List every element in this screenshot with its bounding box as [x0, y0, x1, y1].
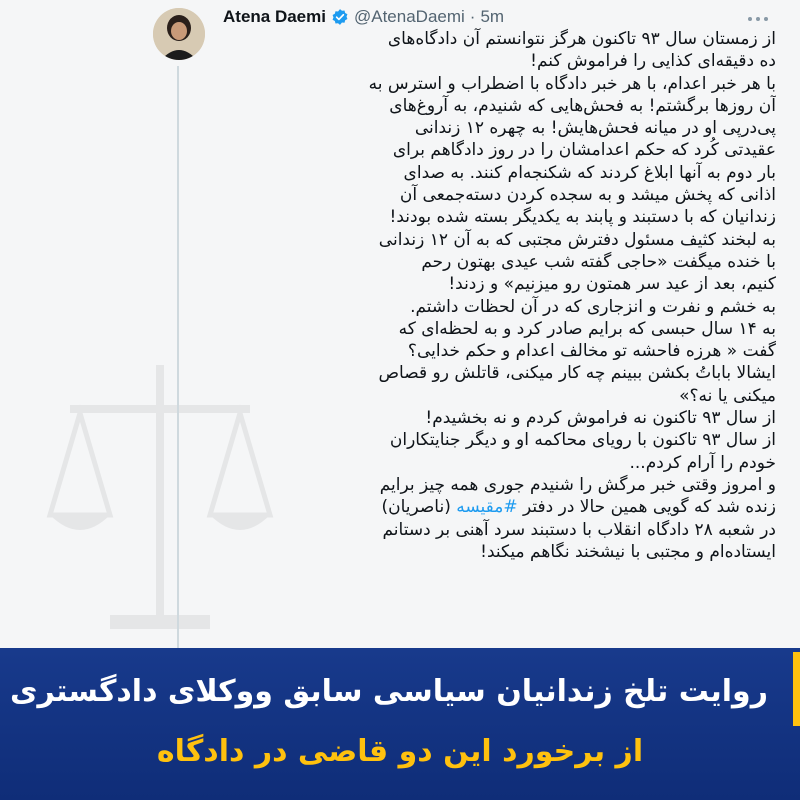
banner-subtitle: از برخورد این دو قاضی در دادگاه: [156, 734, 644, 769]
tweet-text-line: و امروز وقتی خبر مرگش را شنیدم جوری همه چیز برایم: [379, 474, 776, 495]
tweet-text-line: بار دوم به آنها ابلاغ کردند که شکنجه‌ام کنند. به صدای: [403, 162, 776, 183]
tweet-text-line: زندانیان که با دستبند و پابند به یکدیگر بسته شده بودند!: [389, 207, 776, 228]
tweet-text-line: خودم را آرام کردم...: [629, 452, 776, 473]
hashtag-link[interactable]: #مقیسه: [456, 497, 518, 518]
text-before-hashtag: زنده شد که گویی همین حالا در دفتر: [517, 497, 776, 518]
tweet-text-line: از سال ۹۳ تاکنون نه فراموش کردم و نه بخشیدم!: [425, 408, 776, 429]
tweet-text: [226, 28, 776, 648]
author-handle[interactable]: @AtenaDaemi: [353, 7, 465, 26]
tweet-text-line: میکنی یا نه؟»: [679, 385, 776, 406]
avatar[interactable]: [153, 8, 205, 60]
tweet-text-line: عقیدتی کُرد که حکم اعدامشان را در روز دادگاهم برای: [392, 140, 776, 161]
tweet-text-line: با خنده میگفت «حاجی گفته شب عیدی بهتون رحم: [421, 251, 776, 272]
verified-badge-icon: [331, 8, 349, 26]
tweet-text-line: آن روزها برگشتم! به فحش‌هایی که شنیدم، به آروغ‌های: [389, 95, 776, 116]
author-name[interactable]: Atena Daemi: [223, 7, 326, 26]
tweet-text-line: پی‌درپی او در میانه فحش‌هایش! به چهره ۱۲ زندانی: [414, 118, 776, 139]
tweet-text-line: از سال ۹۳ تاکنون با رویای محاکمه او و دیگر جنایتکاران: [389, 430, 776, 451]
banner-accent-stripe: [793, 652, 800, 726]
tweet-text-line: در شعبه ۲۸ دادگاه انقلاب با دستبند سرد آهنی بر دستانم: [382, 519, 776, 540]
tweet-text-line: با هر خبر اعدام، با هر خبر دادگاه با اضطراب و استرس به: [368, 73, 776, 94]
tweet-text-line: به ۱۴ سال حبسی که برایم صادر کرد و به لحظه‌ای که: [398, 318, 776, 339]
separator-dot: ·: [469, 7, 476, 26]
tweet-text-line: اذانی که پخش میشد و به سجده کردن دسته‌جمعی آن: [399, 185, 776, 206]
tweet-text-line: کنیم، بعد از عید سر همتون رو میزنیم» و زدند!: [448, 274, 776, 295]
tweet-text-line: به لبخند کثیف مسئول دفترش مجتبی که به آن ۱۲ زندانی: [378, 229, 776, 250]
text-after-hashtag: (ناصریان): [381, 497, 457, 518]
banner-title: روایت تلخ زندانیان سیاسی سابق ووکلای دادگستری: [10, 674, 768, 709]
tweet-header: [223, 6, 743, 28]
tweet-timestamp[interactable]: 5m: [480, 7, 505, 26]
tweet-text-line: ایشالا باباتُ بکشن ببینم چه کار میکنی، قاتلش رو قصاص: [378, 363, 776, 384]
tweet-text-line: [226, 496, 776, 518]
tweet-text-line: ایستاده‌ام و مجتبی با نیشخند نگاهم میکند!: [480, 541, 776, 562]
tweet-text-line: گفت « هرزه فاحشه تو مخالف اعدام و حکم خدایی؟: [407, 341, 776, 362]
more-options-icon[interactable]: [748, 14, 776, 24]
tweet-text-line: از زمستان سال ۹۳ تاکنون هرگز نتوانستم آن دادگاه‌های: [387, 29, 776, 49]
tweet-text-line: به خشم و نفرت و انزجاری که در آن لحظات داشتم.: [410, 296, 776, 317]
tweet-text-line: ده دقیقه‌ای کذایی را فراموش کنم!: [530, 51, 776, 72]
thread-line: [177, 66, 179, 648]
